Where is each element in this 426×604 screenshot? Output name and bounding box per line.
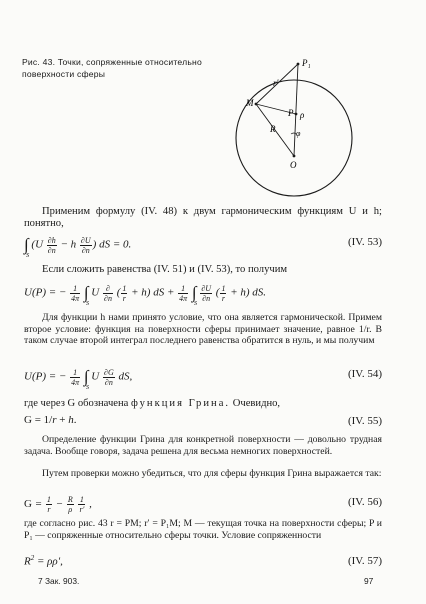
equation-iv57 [24, 551, 382, 573]
equation-body: U(P) = − $\frac{1}{4\pi}$ ∫ S U $\frac{\partial}{\partial n}$ ( $\frac{1}{r}$ + h) dS + $\frac{1}{4\pi}$ ∫ S $\frac{\partial U}{\partial n}$ ( $\frac{1}{r}$ + h) dS. [24, 283, 267, 307]
label-p: P [288, 108, 294, 118]
point-p [295, 113, 298, 116]
paragraph-7: где согласно рис. 43 r = PM; r′ = P₁M; M — текущая точка на поверхности сферы; P и P₁ — сопряженные относительно сферы точки. Условие сопряженности [24, 518, 382, 541]
label-r: R [270, 124, 276, 134]
paragraph-1: Применим формулу (IV. 48) к двум гармоническим функциям U и h; понятно, [24, 206, 382, 230]
equation-body: U(P) = − $\frac{1}{4\pi}$ ∫ S U $\frac{\partial G}{\partial n}$ dS, [24, 367, 133, 391]
footer-signature: 7 Зак. 903. [38, 576, 80, 586]
equation-number: (IV. 57) [347, 555, 382, 567]
text-segment: Очевидно, [232, 398, 281, 409]
paragraph-2: Если сложить равенства (IV. 51) и (IV. 53), то получим [42, 264, 288, 275]
paragraph-4 [24, 398, 382, 410]
point-m [255, 103, 258, 106]
equation-body: G = 1/r + h. [24, 414, 77, 426]
text-segment: где через G обозначена [24, 398, 129, 409]
equation-iv53 [24, 232, 382, 259]
equation-body: $R^2 = \rho\rho'$, [24, 554, 63, 568]
equation-number: (IV. 55) [347, 415, 382, 427]
equation-number: (IV. 54) [347, 368, 382, 380]
page-number: 97 [364, 576, 374, 586]
term-green-function: функция Грина. [131, 398, 231, 409]
paragraph-3: Для функции h нами принято условие, что она является гармонической. Примем второе условие: функция на поверхности сферы принимает значение, равное 1/r. В таком случае второй интеграл последнего равенства обратится в нуль, и мы получим [24, 312, 382, 347]
sphere-figure [226, 52, 396, 200]
figure-caption: Рис. 43. Точки, сопряженные относительно поверхности сферы [22, 57, 202, 79]
equation-iv55 [24, 411, 382, 433]
point-p1 [297, 63, 300, 66]
paragraph-6: Путем проверки можно убедиться, что для сферы функция Грина выражается так: [42, 468, 382, 479]
label-o: O [290, 160, 297, 170]
equation-body: ∫ S (U $\frac{\partial h}{\partial n}$ − h $\frac{\partial U}{\partial n}$ ) dS = 0. [24, 235, 132, 259]
equation-iv54 [24, 364, 382, 391]
label-m: M [246, 98, 254, 108]
equation-iv56 [24, 492, 382, 514]
label-rho: ρ [300, 110, 305, 120]
equation-number: (IV. 56) [347, 496, 382, 508]
label-p1: P₁ [302, 58, 311, 68]
equation-body: G = $\frac{1}{r}$ − $\frac{R}{\rho}$ $\frac{1}{r'}$ , [24, 495, 92, 514]
equation-number: (IV. 53) [347, 236, 382, 248]
point-o [293, 155, 296, 158]
paragraph-5: Определение функции Грина для конкретной поверхности — довольно трудная задача. Вообще говоря, задача решена для весьма немногих поверхностей. [24, 434, 382, 457]
label-r-prime: r′ [273, 78, 279, 88]
equation-sum [24, 280, 382, 307]
label-phi: φ [296, 129, 301, 138]
line-o-p1 [294, 64, 298, 156]
